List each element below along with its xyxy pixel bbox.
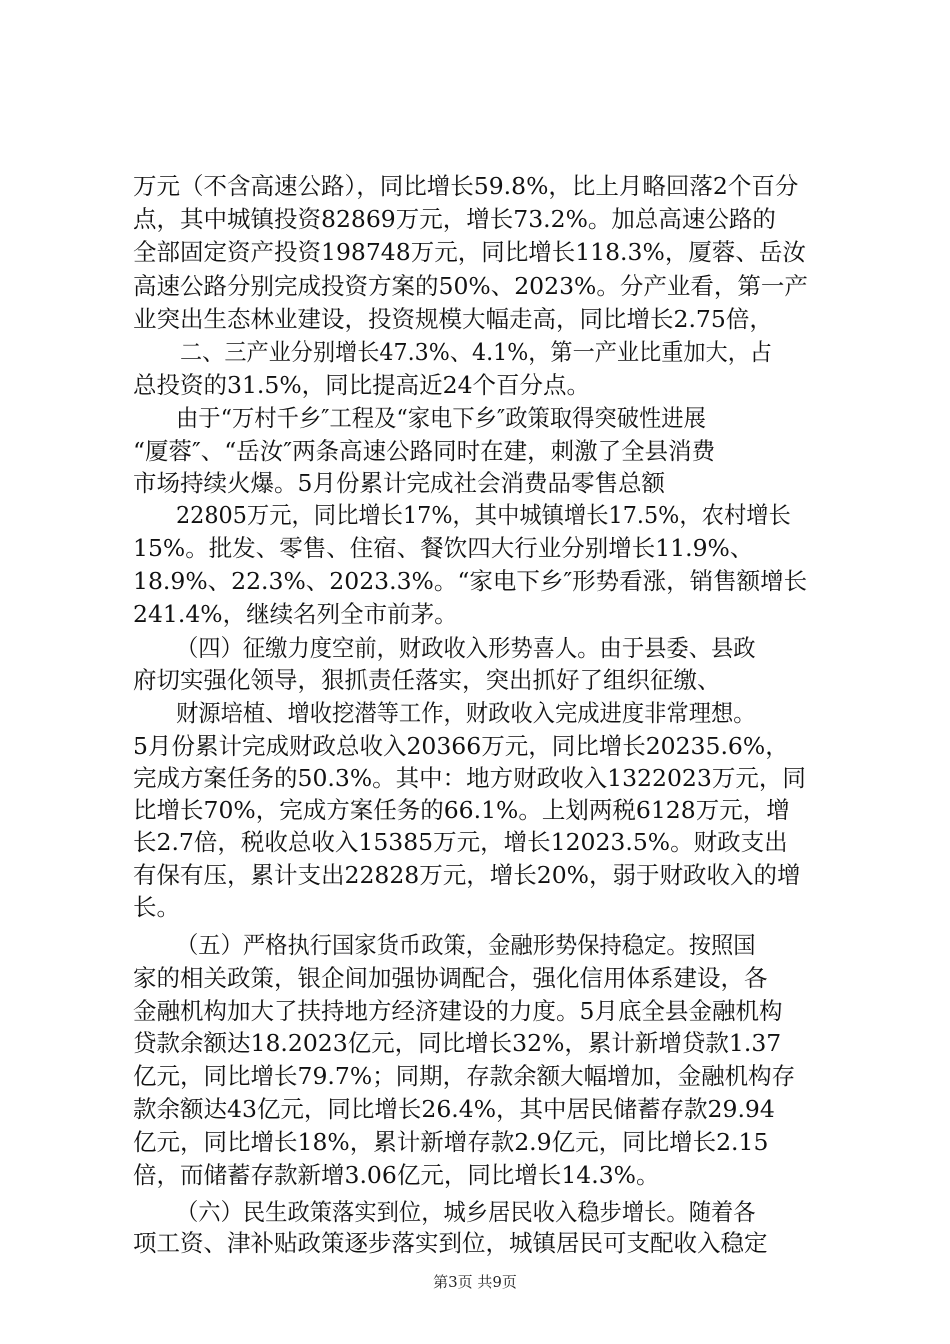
text-line: 贷款余额达18.2023亿元，同比增长32%，累计新增贷款1.37 [133,1029,782,1057]
text-line: 18.9%、22.3%、2023.3%。“家电下乡″形势看涨，销售额增长 [133,567,808,595]
text-line: 全部固定资产投资198748万元，同比增长118.3%，厦蓉、岳汝 [133,238,806,266]
page-number-footer: 第3页 共9页 [433,1273,517,1291]
text-line: 业突出生态林业建设，投资规模大幅走高，同比增长2.75倍， [133,305,773,333]
text-line: 亿元，同比增长79.7%；同期，存款余额大幅增加，金融机构存 [133,1062,796,1090]
text-line: 府切实强化领导，狠抓责任落实，突出抓好了组织征缴、 [133,666,721,694]
text-line: 市场持续火爆。5月份累计完成社会消费品零售总额 [133,469,665,497]
text-line: 款余额达43亿元，同比增长26.4%，其中居民储蓄存款29.94 [133,1095,775,1123]
text-line: 241.4%，继续名列全市前茅。 [133,600,458,628]
text-line: 亿元，同比增长18%，累计新增存款2.9亿元，同比增长2.15 [133,1128,769,1156]
text-line: 万元（不含高速公路），同比增长59.8%，比上月略回落2个百分 [133,172,799,200]
text-line: 项工资、津补贴政策逐步落实到位，城镇居民可支配收入稳定 [133,1229,768,1257]
text-line: 点，其中城镇投资82869万元，增长73.2%。加总高速公路的 [133,205,776,233]
text-line: 有保有压，累计支出22828万元，增长20%，弱于财政收入的增 [133,861,801,889]
text-line: 财源培植、增收挖潜等工作，财政收入完成进度非常理想。 [176,699,756,727]
text-line: 完成方案任务的50.3%。其中：地方财政收入1322023万元，同 [133,764,806,792]
text-line: （五）严格执行国家货币政策，金融形势保持稳定。按照国 [176,931,756,959]
text-line: 5月份累计完成财政总收入20366万元，同比增长20235.6%， [133,732,789,760]
text-line: 倍，而储蓄存款新增3.06亿元，同比增长14.3%。 [133,1161,660,1189]
text-line: 比增长70%，完成方案任务的66.1%。上划两税6128万元，增 [133,796,790,824]
text-line: 长。 [133,893,180,921]
text-line: 金融机构加大了扶持地方经济建设的力度。5月底全县金融机构 [133,997,783,1025]
text-line: 由于“万村千乡″工程及“家电下乡″政策取得突破性进展 [176,404,706,432]
text-line: 22805万元，同比增长17%，其中城镇增长17.5%，农村增长 [176,501,791,529]
text-line: （六）民生政策落实到位，城乡居民收入稳步增长。随着各 [176,1198,756,1226]
text-line: “厦蓉″、“岳汝″两条高速公路同时在建，刺激了全县消费 [133,437,716,465]
text-line: 高速公路分别完成投资方案的50%、2023%。分产业看，第一产 [133,272,808,300]
text-line: （四）征缴力度空前，财政收入形势喜人。由于县委、县政 [176,634,756,662]
text-line: 长2.7倍，税收总收入15385万元，增长12023.5%。财政支出 [133,828,788,856]
text-line: 总投资的31.5%，同比提高近24个百分点。 [133,371,591,399]
text-line: 家的相关政策，银企间加强协调配合，强化信用体系建设，各 [133,964,768,992]
text-line: 二、三产业分别增长47.3%、4.1%，第一产业比重加大，占 [180,338,773,366]
text-line: 15%。批发、零售、住宿、餐饮四大行业分别增长11.9%、 [133,534,754,562]
